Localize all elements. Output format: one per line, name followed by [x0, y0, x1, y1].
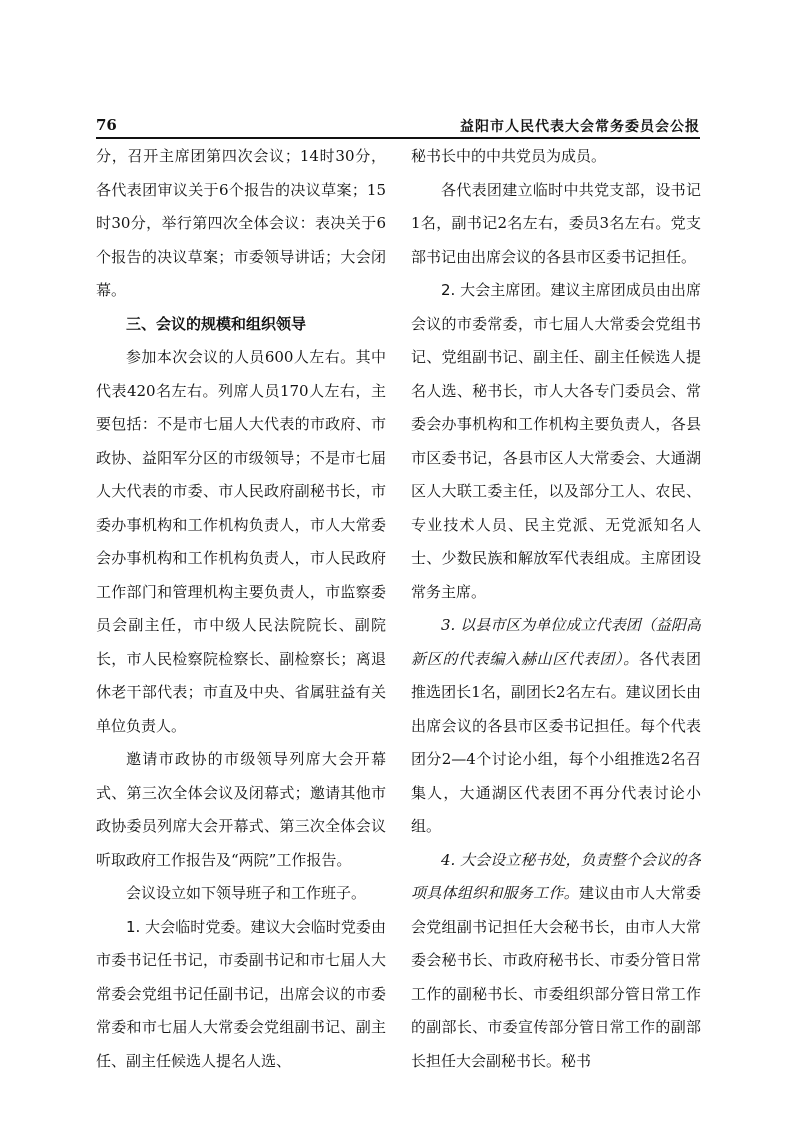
- item-secretariat: [411, 844, 701, 1079]
- paragraph-invitation: 邀请市政协的市级领导列席大会开幕式、第三次全体会议及闭幕式；邀请其他市政协委员列席大会开幕式、第三次全体会议听取政府工作报告及“两院”工作报告。: [96, 750, 386, 869]
- page-header: [96, 112, 700, 136]
- item-temporary-party-committee: [96, 911, 386, 1079]
- section-heading: 三、会议的规模和组织领导: [126, 314, 307, 333]
- left-column: [96, 140, 386, 1100]
- paragraph-schedule-end: 分，召开主席团第四次会议；14时30分，各代表团审议关于6个报告的决议草案；15时30分，举行第四次全体会议：表决关于6个报告的决议草案；市委领导讲话；大会闭幕。: [96, 147, 386, 299]
- paragraph-attendance: 参加本次会议的人员600人左右。其中代表420名左右。列席人员170人左右，主要包括：不是市七届人大代表的市政府、市政协、益阳军分区的市级领导；不是市七届人大代表的市委、市人民政府副秘书长，市委办事机构和工作机构负责人，市人大常委会办事机构和工作机构负责人，市人民政府工作部门和管理机构主要负责人，市监察委员会副主任，市中级人民法院院长、副院长，市人民检察院检察长、副检察长；离退休老干部代表；市直及中央、省属驻益有关单位负责人。: [96, 348, 386, 735]
- item-text: 各代表团推选团长1名，副团长2名左右。建议团长由出席会议的各县市区委书记担任。每个代表团分2—4个讨论小组，每个小组推选2名召集人，大通湖区代表团不再分代表讨论小组。: [411, 649, 701, 835]
- item-delegations: [411, 609, 701, 844]
- item-presidium: [411, 274, 701, 609]
- item-text: 建议大会临时党委由市委书记任书记，市委副书记和市七届人大常委会党组书记任副书记，出席会议的市委常委和市七届人大常委会党组副书记、副主任、副主任候选人提名人选、: [96, 917, 386, 1070]
- item-lead: 4. 大会设立秘书处，负责整个会议的各项具体组织和服务工作。: [411, 850, 701, 902]
- paragraph-party-branch: 各代表团建立临时中共党支部，设书记1名，副书记2名左右，委员3名左右。党支部书记由出席会议的各县市区委书记担任。: [411, 180, 701, 266]
- right-column: [411, 140, 701, 1100]
- item-lead: 1. 大会临时党委。: [126, 917, 251, 936]
- item-lead: 2. 大会主席团。: [441, 281, 551, 299]
- journal-title: 益阳市人民代表大会常务委员会公报: [460, 119, 700, 135]
- item-text: 建议主席团成员由出席会议的市委常委，市七届人大常委会党组书记、党组副书记、副主任、副主任候选人提名人选、秘书长，市人大各专门委员会、常委会办事机构和工作机构主要负责人，各县市区委书记，各县市区人大常委会、大通湖区人大联工委主任，以及部分工人、农民、专业技术人员、民主党派、无党派知名人士、少数民族和解放军代表组成。主席团设常务主席。: [411, 281, 701, 601]
- header-rule: [96, 137, 700, 139]
- page-number: 76: [96, 116, 117, 134]
- paragraph-teams-intro: 会议设立如下领导班子和工作班子。: [126, 884, 367, 902]
- item-text: 建议由市人大常委会党组副书记担任大会秘书长，由市人大常委会秘书长、市政府秘书长、市委分管日常工作的副秘书长、市委组织部分管日常工作的副部长、市委宣传部分管日常工作的副部长担任大会副秘书长。秘书: [411, 884, 701, 1070]
- paragraph-continuation: 秘书长中的中共党员为成员。: [411, 147, 607, 165]
- item-lead: 3. 以县市区为单位成立代表团（益阳高新区的代表编入赫山区代表团）。: [411, 616, 701, 668]
